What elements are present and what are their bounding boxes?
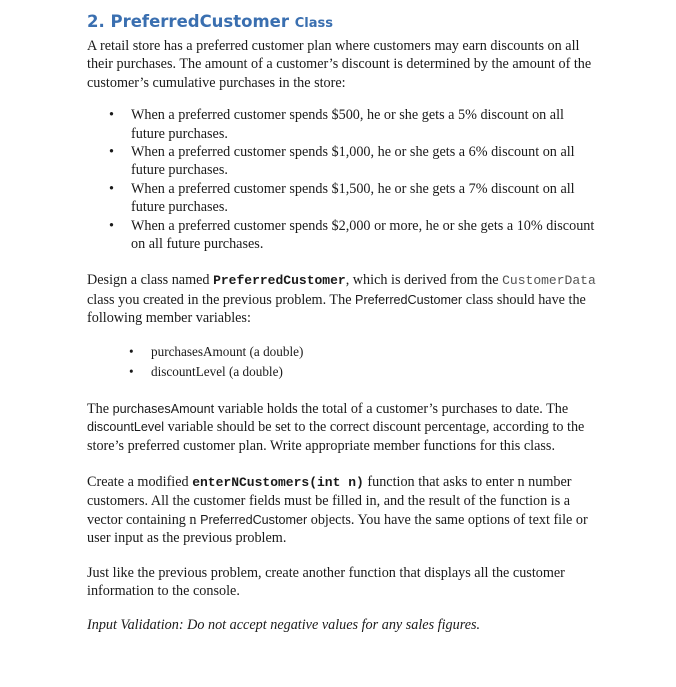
create-text-2: function that asks to enter n number customers. All the customer fields must be filled in, and the result of the function is a vector containing n [87,473,572,528]
heading-title: PreferredCustomer [110,12,289,31]
document-page [87,12,607,635]
list-item [87,143,601,180]
vars-text-1: The [87,400,113,417]
display-paragraph: Just like the previous problem, create another function that displays all the customer information to the console. [87,564,565,599]
base-class-code: CustomerData [502,273,596,289]
design-text-2: , which is derived from the [345,272,503,289]
bullet-icon: • [109,180,114,197]
design-text-4: class should have the following member variables: [87,291,586,327]
bullet-icon: • [129,363,134,379]
var-name: purchasesAmount [151,343,247,359]
list-item [87,342,607,362]
variables-description [87,400,607,455]
var-name-inline: discountLevel [87,420,165,435]
intro-paragraph: A retail store has a preferred customer plan where customers may earn discounts on all their purchases. The amount of a customer’s discount is determined by the amount of the customer’s cumulative purchases in the store: [87,38,592,91]
heading-suffix: Class [294,16,333,31]
class-name-code: PreferredCustomer [213,273,346,289]
var-name: discountLevel [151,363,226,379]
function-code: enterNCustomers(int n) [192,474,364,490]
section-heading [87,12,607,34]
discount-rules-list [87,106,607,253]
bullet-icon: • [129,343,134,359]
rule-text: When a preferred customer spends $2,000 or more, he or she gets a 10% discount on all future purchases. [131,217,595,253]
vars-text-2: variable holds the total of a customer’s purchases to date. The [214,400,569,417]
rule-text: When a preferred customer spends $500, he or she gets a 5% discount on all future purchases. [131,107,564,142]
bullet-icon: • [109,144,114,161]
design-text-3: class you created in the previous problem. The [87,291,356,308]
class-name-inline: PreferredCustomer [355,292,463,307]
input-validation-note: Input Validation: Do not accept negative values for any sales figures. [87,617,481,634]
list-item [87,106,601,143]
var-type: (a double) [249,343,304,359]
list-item [87,180,601,217]
create-paragraph [87,473,607,548]
vars-text-3: variable should be set to the correct discount percentage, according to the store’s preferred customer plan. Write appropriate member functions for this class. [87,419,585,454]
design-text-1: Design a class named [87,272,214,289]
bullet-icon: • [109,107,114,124]
create-text-1: Create a modified [87,473,193,490]
list-item [87,362,607,382]
design-paragraph [87,271,607,327]
rule-text: When a preferred customer spends $1,500, he or she gets a 7% discount on all future purchases. [131,180,575,216]
member-variables-list [87,342,607,382]
bullet-icon: • [109,217,114,234]
heading-number: 2. [87,12,105,31]
rule-text: When a preferred customer spends $1,000, he or she gets a 6% discount on all future purchases. [131,144,575,179]
create-text-3: objects. You have the same options of text file or user input as the previous problem. [87,511,588,547]
class-name-inline: PreferredCustomer [200,512,308,527]
var-type: (a double) [229,363,283,379]
list-item [87,217,601,254]
var-name-inline: purchasesAmount [112,401,215,416]
